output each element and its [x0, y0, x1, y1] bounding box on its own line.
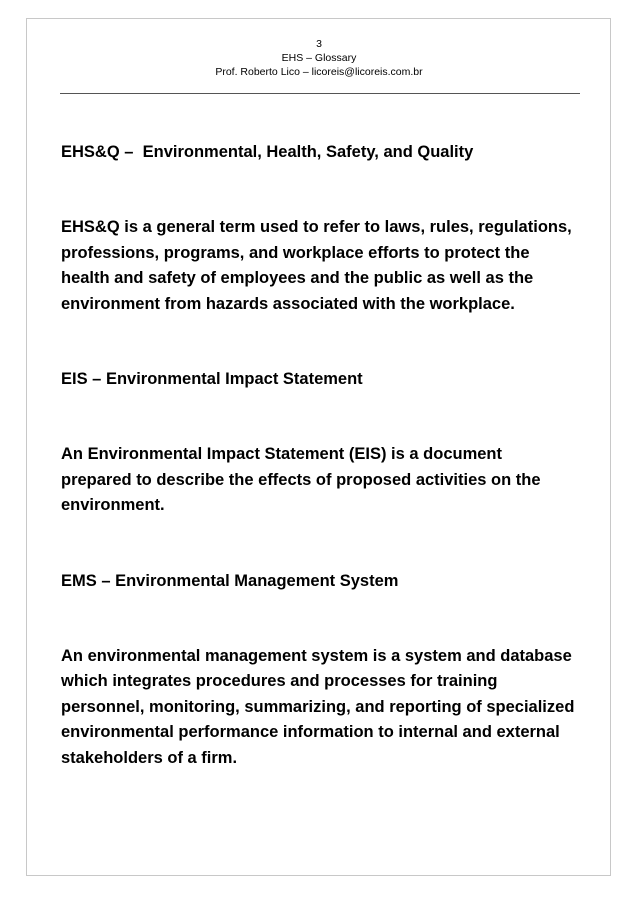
page-header [0, 37, 638, 79]
entry-term: EHS&Q – Environmental, Health, Safety, and Quality [61, 143, 474, 161]
document-title: EHS – Glossary [281, 52, 357, 64]
entry-term: EMS – Environmental Management System [61, 571, 399, 590]
author-line: Prof. Roberto Lico – licoreis@licoreis.com.br [215, 66, 423, 78]
glossary-entry [61, 140, 576, 367]
entry-definition: An environmental management system is a system and database which integrates procedures and processes for training personnel, monitoring, summarizing, and reporting of specialized environmental performance information to internal and external stakeholders of a firm. [61, 647, 575, 767]
entry-definition: EHS&Q is a general term used to refer to laws, rules, regulations, professions, programs, and workplace efforts to protect the health and safety of employees and the public as well as the environment from hazards associated with the workplace. [61, 218, 572, 313]
header-divider [60, 93, 580, 94]
glossary-entry [61, 367, 576, 569]
entry-definition: An Environmental Impact Statement (EIS) is a document prepared to describe the effects of proposed activities on the environment. [61, 445, 541, 515]
glossary-entry [61, 569, 576, 771]
entry-term: EIS – Environmental Impact Statement [61, 370, 363, 389]
page-number: 3 [316, 38, 322, 50]
glossary-body [61, 140, 576, 771]
